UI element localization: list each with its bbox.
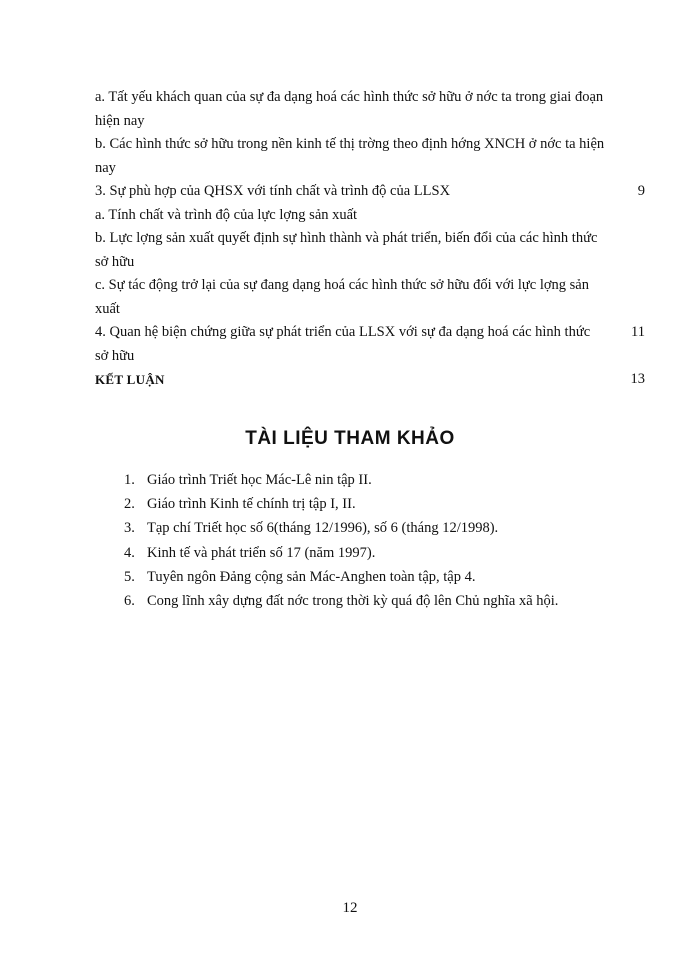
toc-entry <box>95 274 650 321</box>
reference-text: Tạp chí Triết học số 6(tháng 12/1996), số 6 (tháng 12/1998). <box>147 520 499 537</box>
reference-number: 3. <box>124 520 135 537</box>
reference-number: 5. <box>124 568 135 585</box>
list-item <box>124 492 644 516</box>
toc-entry-text: b. Các hình thức sở hữu trong nền kinh tế thị trờng theo định hớng XNCH ở nớc ta hiện nay <box>95 136 605 176</box>
references-list <box>124 468 644 613</box>
list-item <box>124 468 644 492</box>
toc-entry-text: 3. Sự phù hợp của QHSX với tính chất và trình độ của LLSX <box>95 183 451 199</box>
reference-text: Giáo trình Triết học Mác-Lê nin tập II. <box>147 472 372 488</box>
toc-entry <box>95 204 650 228</box>
toc-entry-text: c. Sự tác động trở lại của sự đang dạng hoá các hình thức sở hữu đối với lực lợng sản xuất <box>95 277 589 317</box>
reference-text: Tuyên ngôn Đảng cộng sản Mác-Anghen toàn tập, tập 4. <box>147 568 476 585</box>
toc-entry-page: 9 <box>637 183 645 199</box>
list-item <box>124 541 644 565</box>
toc-entry-text: a. Tính chất và trình độ của lực lợng sản xuất <box>95 206 358 223</box>
list-item <box>124 565 644 589</box>
reference-text: Kinh tế và phát triển số 17 (năm 1997). <box>147 544 376 561</box>
toc-entry-text: KẾT LUẬN <box>95 372 165 387</box>
reference-number: 2. <box>124 496 135 513</box>
reference-text: Giáo trình Kinh tế chính trị tập I, II. <box>147 496 356 513</box>
reference-number: 4. <box>124 544 135 561</box>
references-title: TÀI LIỆU THAM KHẢO <box>245 428 455 449</box>
toc-entry-conclusion <box>95 368 650 392</box>
table-of-contents <box>95 86 650 392</box>
toc-entry-text: b. Lực lợng sản xuất quyết định sự hình thành và phát triển, biến đổi của các hình thức sở hữu <box>95 230 598 270</box>
toc-entry <box>95 321 650 368</box>
toc-entry <box>95 180 650 204</box>
toc-entry-text: 4. Quan hệ biện chứng giữa sự phát triển của LLSX với sự đa dạng hoá các hình thức sở hữu <box>95 324 591 364</box>
list-item <box>124 589 644 613</box>
reference-text: Cong lĩnh xây dựng đất nớc trong thời kỳ quá độ lên Chủ nghĩa xã hội. <box>147 593 559 610</box>
list-item <box>124 516 644 540</box>
page-number: 12 <box>342 900 358 916</box>
toc-entry <box>95 133 650 180</box>
toc-entry-page: 11 <box>631 324 645 340</box>
toc-entry-page: 13 <box>630 371 645 387</box>
toc-entry <box>95 86 650 133</box>
toc-entry-text: a. Tất yếu khách quan của sự đa dạng hoá các hình thức sở hữu ở nớc ta trong giai đoạn hiện nay <box>95 89 604 129</box>
reference-number: 6. <box>124 593 135 610</box>
reference-number: 1. <box>124 472 135 488</box>
toc-entry <box>95 227 650 274</box>
